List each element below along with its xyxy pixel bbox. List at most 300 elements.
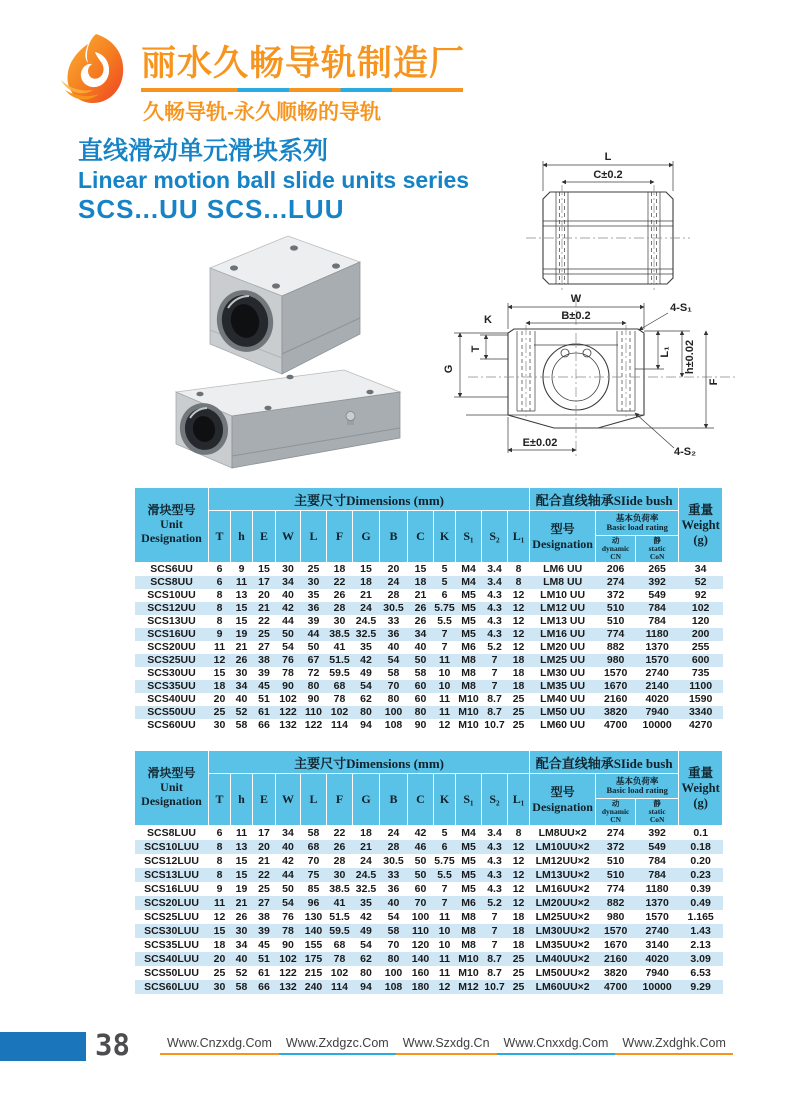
value-cell: 2160 xyxy=(603,693,628,705)
value-cell: 21 xyxy=(258,855,270,867)
table-row xyxy=(135,563,723,577)
value-cell: LM50 UU xyxy=(540,706,586,718)
website-link[interactable]: Www.Cnxxdg.Com xyxy=(497,1036,616,1055)
value-cell: 7 xyxy=(491,925,498,937)
col-header-h: h xyxy=(231,774,253,826)
value-cell: 274 xyxy=(606,576,625,588)
value-cell: 600 xyxy=(691,654,710,666)
value-cell: 11 xyxy=(438,911,451,923)
value-cell: 6 xyxy=(216,827,223,839)
value-cell: 3.09 xyxy=(690,953,711,965)
value-cell: 94 xyxy=(360,719,372,731)
value-cell: 85 xyxy=(307,883,320,895)
value-cell: 510 xyxy=(606,615,625,627)
value-cell: 32.5 xyxy=(355,883,377,895)
table-row xyxy=(135,980,723,994)
value-cell: 67 xyxy=(307,654,320,666)
value-cell: 51 xyxy=(258,693,270,705)
value-cell: 42 xyxy=(282,855,294,867)
value-cell: 6.53 xyxy=(690,967,711,979)
value-cell: 38.5 xyxy=(329,883,350,895)
unit-designation-cell: SCS13UU xyxy=(147,615,196,627)
value-cell: 22 xyxy=(333,576,346,588)
value-cell: 12 xyxy=(512,615,525,627)
col-header-S2: S₂ xyxy=(482,774,508,826)
value-cell: 20 xyxy=(213,693,226,705)
value-cell: 40 xyxy=(414,641,427,653)
value-cell: 33 xyxy=(387,615,400,627)
value-cell: 784 xyxy=(648,602,666,614)
value-cell: 3.4 xyxy=(487,563,502,575)
value-cell: M10 xyxy=(458,693,479,705)
value-cell: 52 xyxy=(235,706,248,718)
value-cell: M6 xyxy=(461,897,476,909)
value-cell: 120 xyxy=(411,939,430,951)
dimensions-table-uu xyxy=(134,487,723,732)
value-cell: 18 xyxy=(333,563,346,575)
unit-designation-cell: SCS20UU xyxy=(147,641,196,653)
value-cell: 102 xyxy=(279,693,297,705)
value-cell: 68 xyxy=(333,939,346,951)
value-cell: 90 xyxy=(282,680,294,692)
value-cell: 8 xyxy=(216,855,223,867)
unit-designation-cell: SCS10UU xyxy=(147,589,196,601)
value-cell: 4.3 xyxy=(487,869,502,881)
product-photo-long-unit xyxy=(175,370,400,468)
value-cell: 66 xyxy=(258,719,270,731)
value-cell: 102 xyxy=(330,706,349,718)
value-cell: 40 xyxy=(282,841,294,853)
value-cell: 7 xyxy=(491,667,498,679)
value-cell: 11 xyxy=(438,693,451,705)
table-row xyxy=(135,654,723,667)
value-cell: 510 xyxy=(606,855,625,867)
col-header-F: F xyxy=(327,774,353,826)
value-cell: 24.5 xyxy=(355,615,377,627)
value-cell: 75 xyxy=(307,869,320,881)
table-row xyxy=(135,576,723,589)
value-cell: 18 xyxy=(360,576,372,588)
value-cell: 4.3 xyxy=(487,589,502,601)
value-cell: 44 xyxy=(282,869,294,881)
col-header-L: L xyxy=(301,774,327,826)
value-cell: 80 xyxy=(387,693,400,705)
value-cell: 34 xyxy=(414,628,427,640)
value-cell: 25 xyxy=(512,953,525,965)
value-cell: 58 xyxy=(387,667,400,679)
brand-name: 丽水久畅导轨制造厂 xyxy=(141,44,466,83)
value-cell: 18 xyxy=(213,680,226,692)
value-cell: 114 xyxy=(331,981,348,993)
value-cell: 265 xyxy=(648,563,666,575)
col-header-E: E xyxy=(253,511,276,563)
value-cell: 28 xyxy=(387,841,400,853)
col-header-dynamic-load: 动 dynamic CN xyxy=(596,799,636,826)
value-cell: 61 xyxy=(258,706,270,718)
unit-designation-cell: SCS8UU xyxy=(150,576,193,588)
value-cell: 120 xyxy=(691,615,710,627)
value-cell: 26 xyxy=(414,615,427,627)
value-cell: 7940 xyxy=(645,706,669,718)
value-cell: 40 xyxy=(387,641,400,653)
value-cell: 30 xyxy=(235,667,248,679)
value-cell: 50 xyxy=(414,869,427,881)
value-cell: 90 xyxy=(307,693,320,705)
value-cell: 2140 xyxy=(645,680,669,692)
value-cell: 240 xyxy=(304,981,323,993)
value-cell: 5 xyxy=(441,827,448,839)
value-cell: M5 xyxy=(461,602,476,614)
value-cell: M8 xyxy=(461,667,476,679)
value-cell: 4.3 xyxy=(487,602,502,614)
col-header-S1: S₁ xyxy=(456,774,482,826)
value-cell: 17 xyxy=(258,827,270,839)
value-cell: 3.4 xyxy=(487,576,502,588)
dim-label-C: C±0.2 xyxy=(593,169,623,181)
value-cell: 34 xyxy=(694,563,707,575)
value-cell: 10 xyxy=(438,939,451,951)
value-cell: 1570 xyxy=(645,654,669,666)
value-cell: 26 xyxy=(333,841,346,853)
value-cell: 7 xyxy=(441,628,448,640)
value-cell: 8 xyxy=(515,827,522,839)
value-cell: LM12 UU xyxy=(540,602,586,614)
dim-label-L: L xyxy=(604,151,612,163)
value-cell: 774 xyxy=(606,628,625,640)
brand-underline-divider xyxy=(141,88,463,92)
title-chinese: 直线滑动单元滑块系列 xyxy=(78,137,329,165)
value-cell: 10.7 xyxy=(484,981,505,993)
value-cell: 10 xyxy=(438,925,451,937)
value-cell: 11 xyxy=(438,953,451,965)
dim-label-4S2: 4-S₂ xyxy=(673,446,697,458)
value-cell: 1570 xyxy=(645,911,669,923)
value-cell: 510 xyxy=(606,869,625,881)
value-cell: 110 xyxy=(305,706,322,718)
value-cell: 28 xyxy=(333,855,346,867)
value-cell: 19 xyxy=(235,628,248,640)
value-cell: 25 xyxy=(258,883,270,895)
value-cell: M5 xyxy=(461,589,476,601)
value-cell: 30 xyxy=(333,869,346,881)
value-cell: 25 xyxy=(307,563,320,575)
value-cell: 15 xyxy=(213,925,226,937)
value-cell: 22 xyxy=(333,827,346,839)
dim-label-W: W xyxy=(570,293,582,305)
value-cell: 8 xyxy=(216,602,223,614)
value-cell: 30 xyxy=(235,925,248,937)
col-header-weight: 重量 Weight (g) xyxy=(679,751,723,826)
value-cell: 59.5 xyxy=(329,667,350,679)
value-cell: 15 xyxy=(235,855,248,867)
col-header-L1: L₁ xyxy=(508,511,530,563)
value-cell: 3820 xyxy=(603,967,628,979)
table-row xyxy=(135,826,723,841)
value-cell: 510 xyxy=(606,602,625,614)
value-cell: 60 xyxy=(414,883,427,895)
value-cell: 22 xyxy=(258,615,270,627)
value-cell: 30 xyxy=(307,576,320,588)
value-cell: 160 xyxy=(411,967,430,979)
value-cell: 61 xyxy=(258,967,270,979)
value-cell: 90 xyxy=(414,719,427,731)
value-cell: 78 xyxy=(282,667,294,679)
col-header-T: T xyxy=(209,511,231,563)
group-header-basic-load-rating: 基本负荷率 Basic load rating xyxy=(596,511,679,536)
value-cell: 38 xyxy=(258,654,270,666)
value-cell: 54 xyxy=(360,939,372,951)
value-cell: 11 xyxy=(213,641,226,653)
value-cell: 19 xyxy=(235,883,248,895)
value-cell: 11 xyxy=(438,706,451,718)
value-cell: 42 xyxy=(414,827,427,839)
value-cell: 4.3 xyxy=(487,855,502,867)
group-header-dimensions: 主要尺寸Dimensions (mm) xyxy=(209,488,530,511)
value-cell: 34 xyxy=(235,939,248,951)
value-cell: 44 xyxy=(307,628,320,640)
value-cell: 34 xyxy=(235,680,248,692)
unit-designation-cell: SCS50UU xyxy=(147,706,196,718)
value-cell: 12 xyxy=(438,981,451,993)
value-cell: LM10UU×2 xyxy=(535,841,590,853)
value-cell: LM20UU×2 xyxy=(535,897,590,909)
value-cell: 32.5 xyxy=(355,628,377,640)
value-cell: 18 xyxy=(213,939,226,951)
table-row xyxy=(135,896,723,910)
value-cell: 27 xyxy=(258,897,270,909)
value-cell: 30 xyxy=(333,615,346,627)
website-list xyxy=(160,1036,733,1055)
value-cell: 70 xyxy=(387,680,400,692)
value-cell: 35 xyxy=(360,897,372,909)
value-cell: 20 xyxy=(258,589,270,601)
group-header-dimensions: 主要尺寸Dimensions (mm) xyxy=(209,751,530,774)
value-cell: 7 xyxy=(441,883,448,895)
value-cell: 6 xyxy=(441,841,448,853)
website-link[interactable]: Www.Zxdgzc.Com xyxy=(279,1036,396,1055)
dim-label-h: h±0.02 xyxy=(684,339,696,375)
value-cell: 9 xyxy=(238,563,245,575)
value-cell: 2740 xyxy=(645,925,669,937)
value-cell: 0.23 xyxy=(690,869,711,881)
table-row xyxy=(135,840,723,854)
value-cell: LM40 UU xyxy=(540,693,586,705)
value-cell: 70 xyxy=(387,939,400,951)
value-cell: 18 xyxy=(512,911,525,923)
value-cell: 39 xyxy=(258,667,270,679)
unit-designation-cell: SCS50LUU xyxy=(144,967,199,979)
website-link[interactable]: Www.Cnzxdg.Com xyxy=(160,1036,279,1055)
value-cell: 3820 xyxy=(603,706,628,718)
value-cell: 1670 xyxy=(603,680,628,692)
footer-accent-bar xyxy=(0,1032,86,1061)
value-cell: 784 xyxy=(648,855,666,867)
page-number: 38 xyxy=(95,1028,130,1062)
value-cell: 22 xyxy=(258,869,270,881)
value-cell: 24 xyxy=(387,827,400,839)
value-cell: 21 xyxy=(235,641,248,653)
value-cell: 21 xyxy=(360,589,372,601)
value-cell: 2.13 xyxy=(690,939,711,951)
value-cell: 155 xyxy=(304,939,323,951)
col-header-C: C xyxy=(408,774,434,826)
value-cell: 45 xyxy=(258,939,270,951)
value-cell: 58 xyxy=(387,925,400,937)
value-cell: 52 xyxy=(235,967,248,979)
value-cell: 30.5 xyxy=(383,602,404,614)
value-cell: 36 xyxy=(387,883,400,895)
value-cell: 80 xyxy=(307,680,320,692)
value-cell: 49 xyxy=(360,667,372,679)
product-photos xyxy=(148,222,458,482)
value-cell: 1670 xyxy=(603,939,628,951)
value-cell: 25 xyxy=(512,981,525,993)
value-cell: 2740 xyxy=(645,667,669,679)
value-cell: 6 xyxy=(216,576,223,588)
value-cell: LM50UU×2 xyxy=(535,967,590,979)
value-cell: LM8 UU xyxy=(543,576,583,588)
technical-drawing xyxy=(438,145,805,482)
value-cell: 255 xyxy=(691,641,710,653)
value-cell: 42 xyxy=(360,911,372,923)
col-header-G: G xyxy=(353,511,380,563)
value-cell: 9 xyxy=(216,628,223,640)
col-header-S1: S₁ xyxy=(456,511,482,563)
value-cell: 21 xyxy=(258,602,270,614)
value-cell: 25 xyxy=(512,967,525,979)
value-cell: 54 xyxy=(282,897,294,909)
value-cell: 21 xyxy=(414,589,427,601)
value-cell: 12 xyxy=(512,855,525,867)
value-cell: M10 xyxy=(458,706,479,718)
table-row xyxy=(135,719,723,732)
col-header-static-load: 静 static CoN xyxy=(636,799,679,826)
value-cell: 12 xyxy=(512,883,525,895)
value-cell: M5 xyxy=(461,883,476,895)
value-cell: M4 xyxy=(461,563,476,575)
value-cell: 215 xyxy=(304,967,323,979)
value-cell: 26 xyxy=(333,589,346,601)
value-cell: 132 xyxy=(279,719,297,731)
table-row xyxy=(135,854,723,868)
website-link[interactable]: Www.Zxdghk.Com xyxy=(615,1036,733,1055)
brand-header xyxy=(55,28,535,123)
value-cell: 33 xyxy=(387,869,400,881)
unit-designation-cell: SCS30LUU xyxy=(144,925,199,937)
value-cell: 122 xyxy=(304,719,323,731)
value-cell: 774 xyxy=(606,883,625,895)
website-link[interactable]: Www.Szxdg.Cn xyxy=(396,1036,497,1055)
value-cell: M4 xyxy=(461,576,476,588)
col-header-L1: L₁ xyxy=(508,774,530,826)
value-cell: LM13UU×2 xyxy=(535,869,590,881)
value-cell: LM25 UU xyxy=(540,654,586,666)
unit-designation-cell: SCS12LUU xyxy=(144,855,199,867)
value-cell: 1570 xyxy=(603,925,628,937)
col-header-weight: 重量 Weight (g) xyxy=(679,488,723,563)
unit-designation-cell: SCS60LUU xyxy=(144,981,199,993)
value-cell: 0.18 xyxy=(690,841,711,853)
col-header-G: G xyxy=(353,774,380,826)
value-cell: 13 xyxy=(235,841,248,853)
value-cell: 5.75 xyxy=(434,855,455,867)
value-cell: 30 xyxy=(282,563,294,575)
unit-designation-cell: SCS8LUU xyxy=(146,827,196,839)
value-cell: 10.7 xyxy=(484,719,505,731)
value-cell: 49 xyxy=(360,925,372,937)
value-cell: 6 xyxy=(441,589,448,601)
value-cell: 46 xyxy=(414,841,427,853)
value-cell: 94 xyxy=(360,981,372,993)
value-cell: 76 xyxy=(282,911,294,923)
value-cell: 122 xyxy=(279,706,297,718)
value-cell: 12 xyxy=(512,589,525,601)
value-cell: LM40UU×2 xyxy=(535,953,590,965)
value-cell: 5.2 xyxy=(487,897,502,909)
value-cell: 54 xyxy=(387,911,400,923)
value-cell: 18 xyxy=(512,939,525,951)
value-cell: LM20 UU xyxy=(540,641,586,653)
value-cell: M6 xyxy=(461,641,476,653)
value-cell: 40 xyxy=(235,693,248,705)
value-cell: 9.29 xyxy=(690,981,711,993)
value-cell: 41 xyxy=(333,641,346,653)
col-header-unit-designation: 滑块型号 Unit Designation xyxy=(135,488,209,563)
value-cell: 100 xyxy=(384,706,403,718)
product-photo-short-unit xyxy=(210,236,360,374)
value-cell: 28 xyxy=(387,589,400,601)
value-cell: 140 xyxy=(411,953,430,965)
value-cell: 35 xyxy=(360,641,372,653)
value-cell: 60 xyxy=(414,680,427,692)
value-cell: 36 xyxy=(387,628,400,640)
unit-designation-cell: SCS35UU xyxy=(147,680,196,692)
value-cell: 15 xyxy=(414,563,427,575)
value-cell: 59.5 xyxy=(329,925,350,937)
value-cell: LM60 UU xyxy=(540,719,586,731)
col-header-h: h xyxy=(231,511,253,563)
value-cell: 7 xyxy=(441,897,448,909)
value-cell: 7 xyxy=(491,680,498,692)
value-cell: 72 xyxy=(307,667,320,679)
table-row xyxy=(135,706,723,719)
value-cell: 12 xyxy=(512,841,525,853)
value-cell: 21 xyxy=(360,841,372,853)
value-cell: 17 xyxy=(258,576,270,588)
value-cell: 175 xyxy=(304,953,323,965)
value-cell: 108 xyxy=(384,719,403,731)
unit-designation-cell: SCS25UU xyxy=(147,654,196,666)
value-cell: 11 xyxy=(213,897,226,909)
value-cell: 882 xyxy=(606,897,625,909)
value-cell: 25 xyxy=(512,719,525,731)
value-cell: 8 xyxy=(515,563,522,575)
dim-label-F: F xyxy=(708,378,720,386)
page-title xyxy=(78,137,498,224)
table-row xyxy=(135,680,723,693)
unit-designation-cell: SCS12UU xyxy=(147,602,196,614)
value-cell: 0.1 xyxy=(693,827,708,839)
table-row xyxy=(135,641,723,654)
value-cell: 34 xyxy=(282,827,294,839)
value-cell: 15 xyxy=(213,667,226,679)
value-cell: 980 xyxy=(606,654,625,666)
value-cell: 50 xyxy=(307,641,320,653)
value-cell: 130 xyxy=(304,911,323,923)
grease-nipple xyxy=(346,412,355,426)
value-cell: 15 xyxy=(235,615,248,627)
value-cell: 58 xyxy=(235,981,248,993)
